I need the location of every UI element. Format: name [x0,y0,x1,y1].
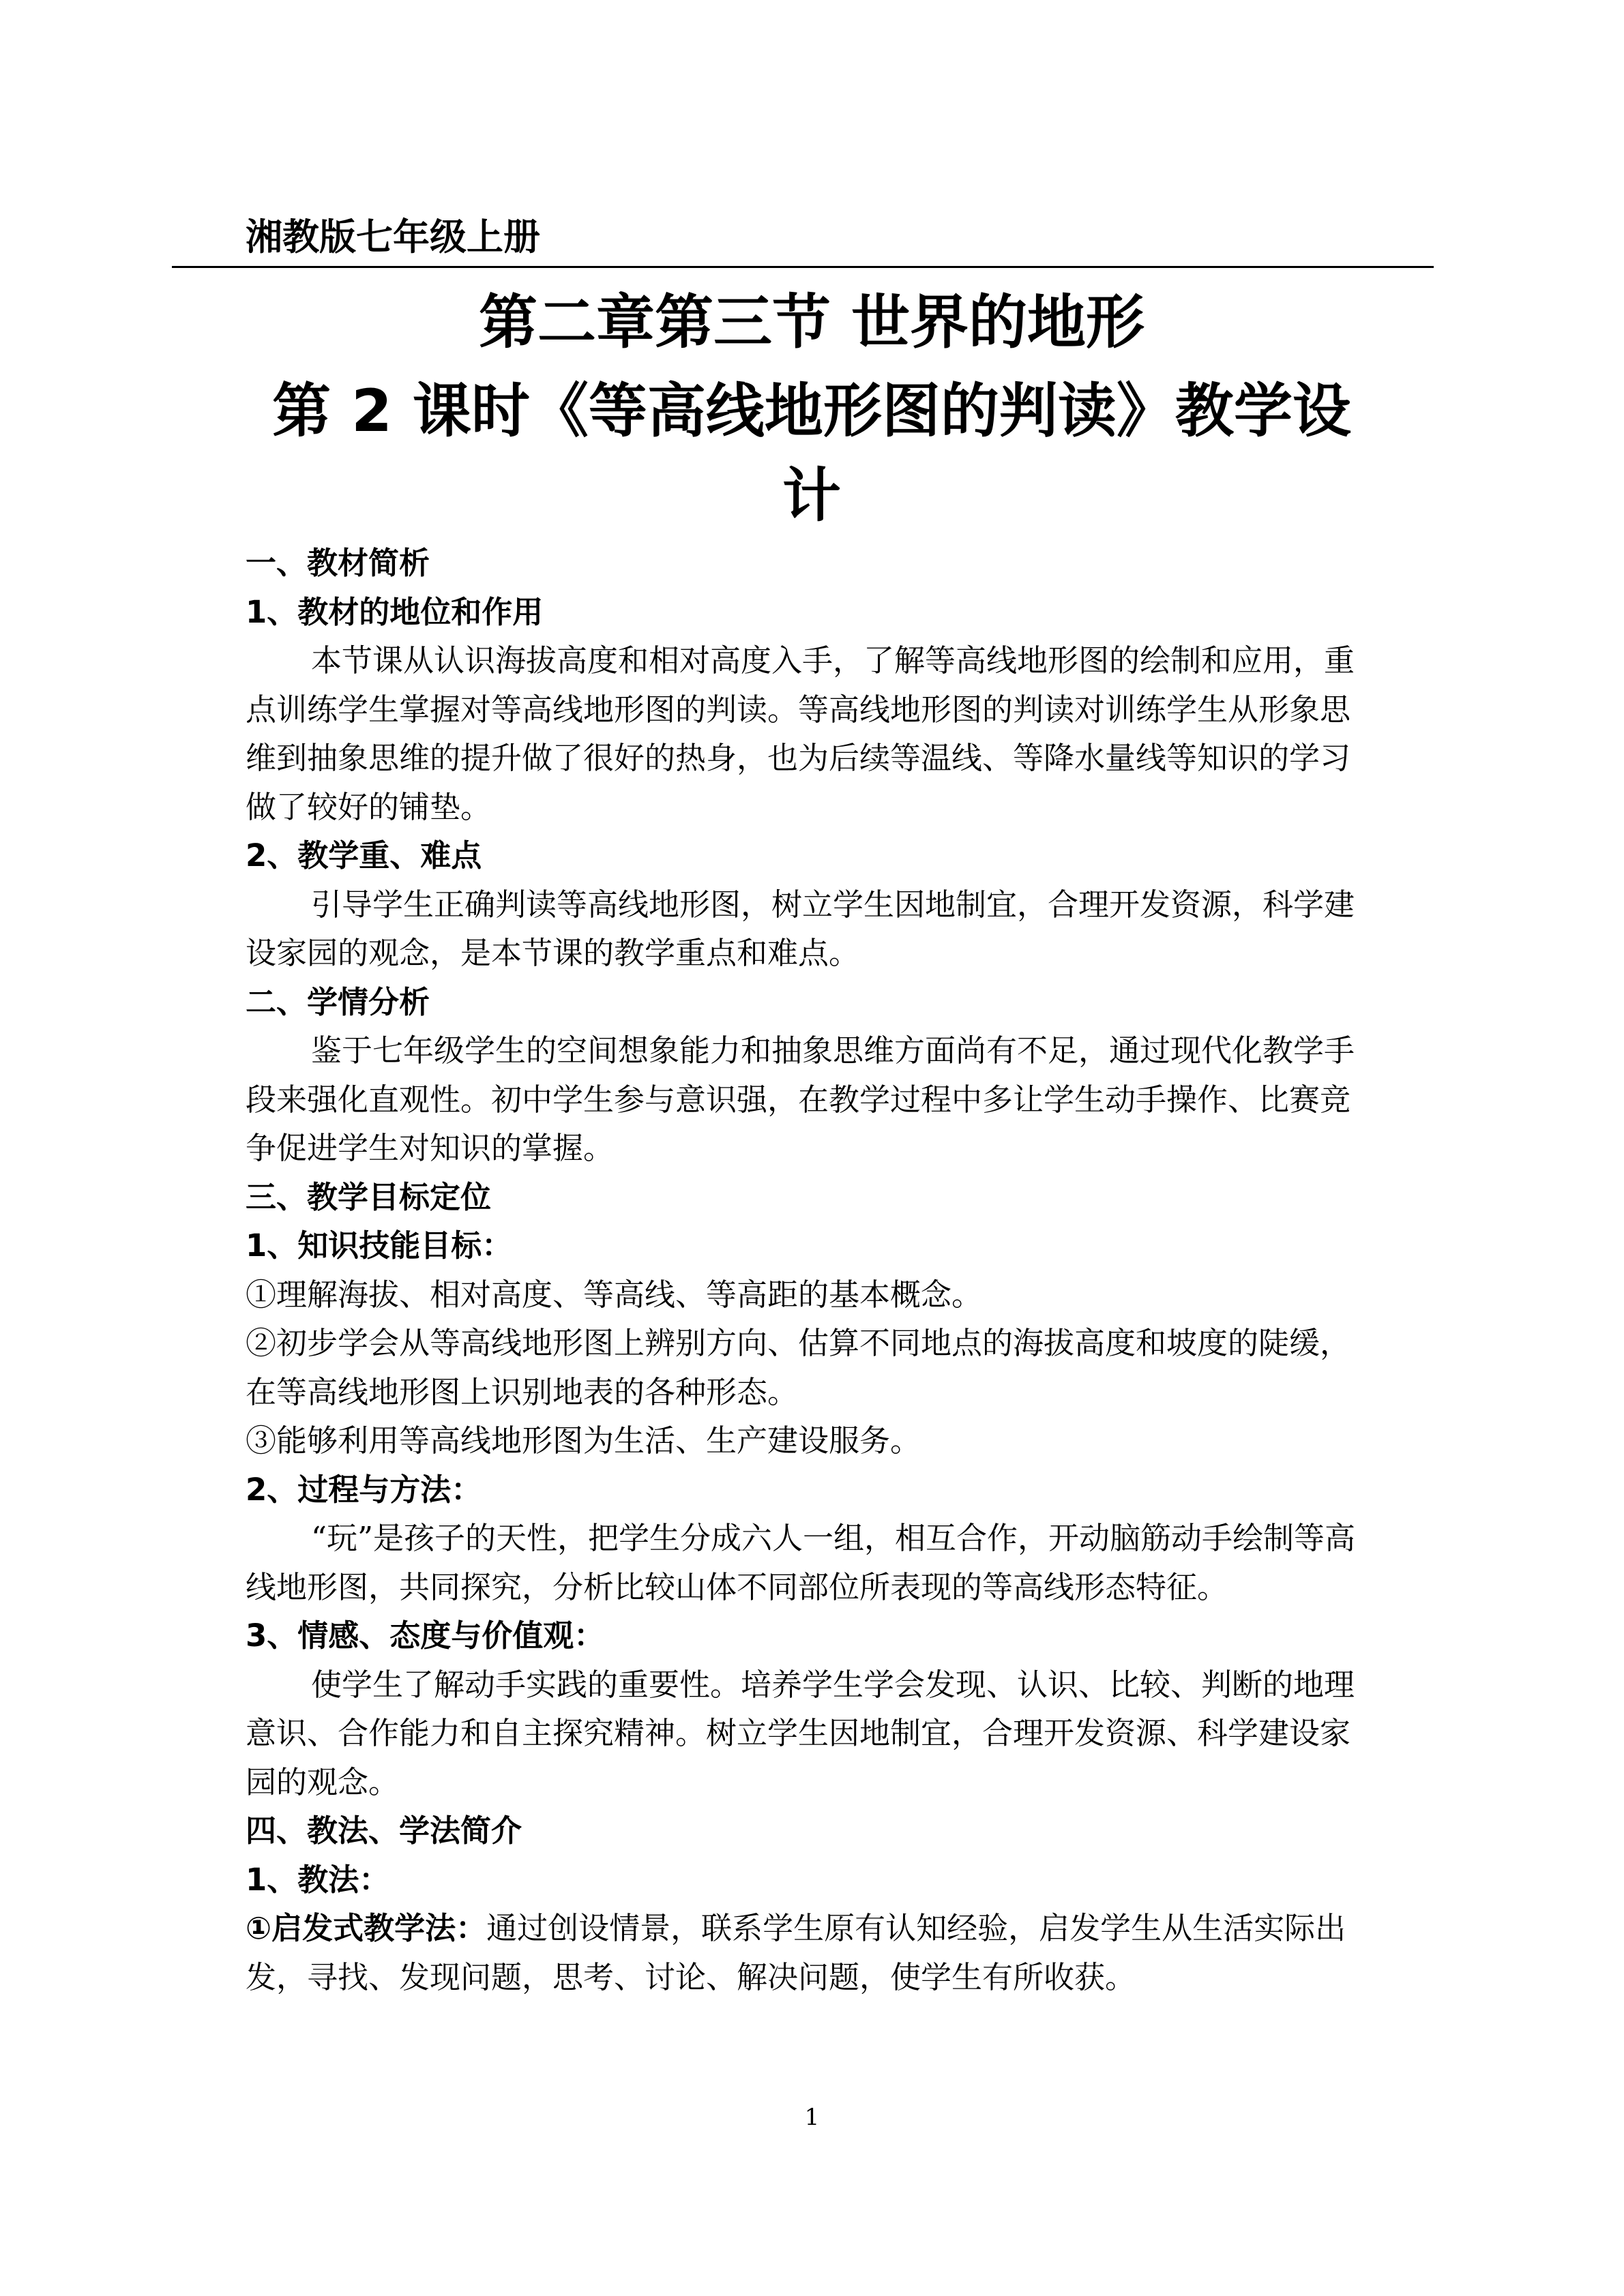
header-rule [172,266,1434,268]
section-heading: 一、教材简析 [246,545,430,581]
section-heading: 二、学情分析 [246,983,430,1020]
subsection-heading: 1、教法： [246,1861,390,1898]
title-line-3: 计 [782,462,841,530]
body-content [246,539,1378,2001]
list-item: ③能够利用等高线地形图为生活、生产建设服务。 [246,1422,921,1459]
subsection-heading: 3、情感、态度与价值观： [246,1617,605,1654]
paragraph: 本节课从认识海拔高度和相对高度入手，了解等高线地形图的绘制和应用，重点训练学生掌握对等高线地形图的判读。等高线地形图的判读对训练学生从形象思维到抽象思维的提升做了很好的热身，也为后续等温线、等降水量线等知识的学习做了较好的铺垫。 [246,642,1355,825]
method-lead: ①启发式教学法： [246,1910,487,1946]
method-text: 通过创设情景，联系学生原有认知经验，启发学生从生活实际出发，寻找、发现问题，思考、讨论、解决问题，使学生有所收获。 [246,1910,1346,1995]
section-heading: 三、教学目标定位 [246,1178,492,1215]
list-item: ②初步学会从等高线地形图上辨别方向、估算不同地点的海拔高度和坡度的陡缓，在等高线地形图上识别地表的各种形态。 [246,1325,1351,1410]
subsection-heading: 2、教学重、难点 [246,837,482,874]
running-header: 湘教版七年级上册 [246,215,540,258]
section-heading: 四、教法、学法简介 [246,1813,522,1849]
paragraph: “玩”是孩子的天性，把学生分成六人一组，相互合作，开动脑筋动手绘制等高线地形图，共同探究，分析比较山体不同部位所表现的等高线形态特征。 [246,1520,1356,1605]
page-number: 1 [804,2104,820,2131]
subsection-heading: 1、教材的地位和作用 [246,593,544,630]
paragraph [246,1904,1378,2001]
paragraph: 引导学生正确判读等高线地形图，树立学生因地制宜，合理开发资源，科学建设家园的观念，是本节课的教学重点和难点。 [246,886,1355,971]
subsection-heading: 2、过程与方法： [246,1471,482,1508]
list-item: ①理解海拔、相对高度、等高线、等高距的基本概念。 [246,1276,983,1313]
title-line-1: 第二章第三节 世界的地形 [479,288,1145,357]
paragraph: 鉴于七年级学生的空间想象能力和抽象思维方面尚有不足，通过现代化教学手段来强化直观性。初中学生参与意识强，在教学过程中多让学生动手操作、比赛竞争促进学生对知识的掌握。 [246,1032,1355,1166]
title-line-2: 第 2 课时《等高线地形图的判读》教学设 [272,377,1351,445]
paragraph: 使学生了解动手实践的重要性。培养学生学会发现、认识、比较、判断的地理意识、合作能力和自主探究精神。树立学生因地制宜，合理开发资源、科学建设家园的观念。 [246,1666,1355,1800]
subsection-heading: 1、知识技能目标： [246,1227,513,1264]
